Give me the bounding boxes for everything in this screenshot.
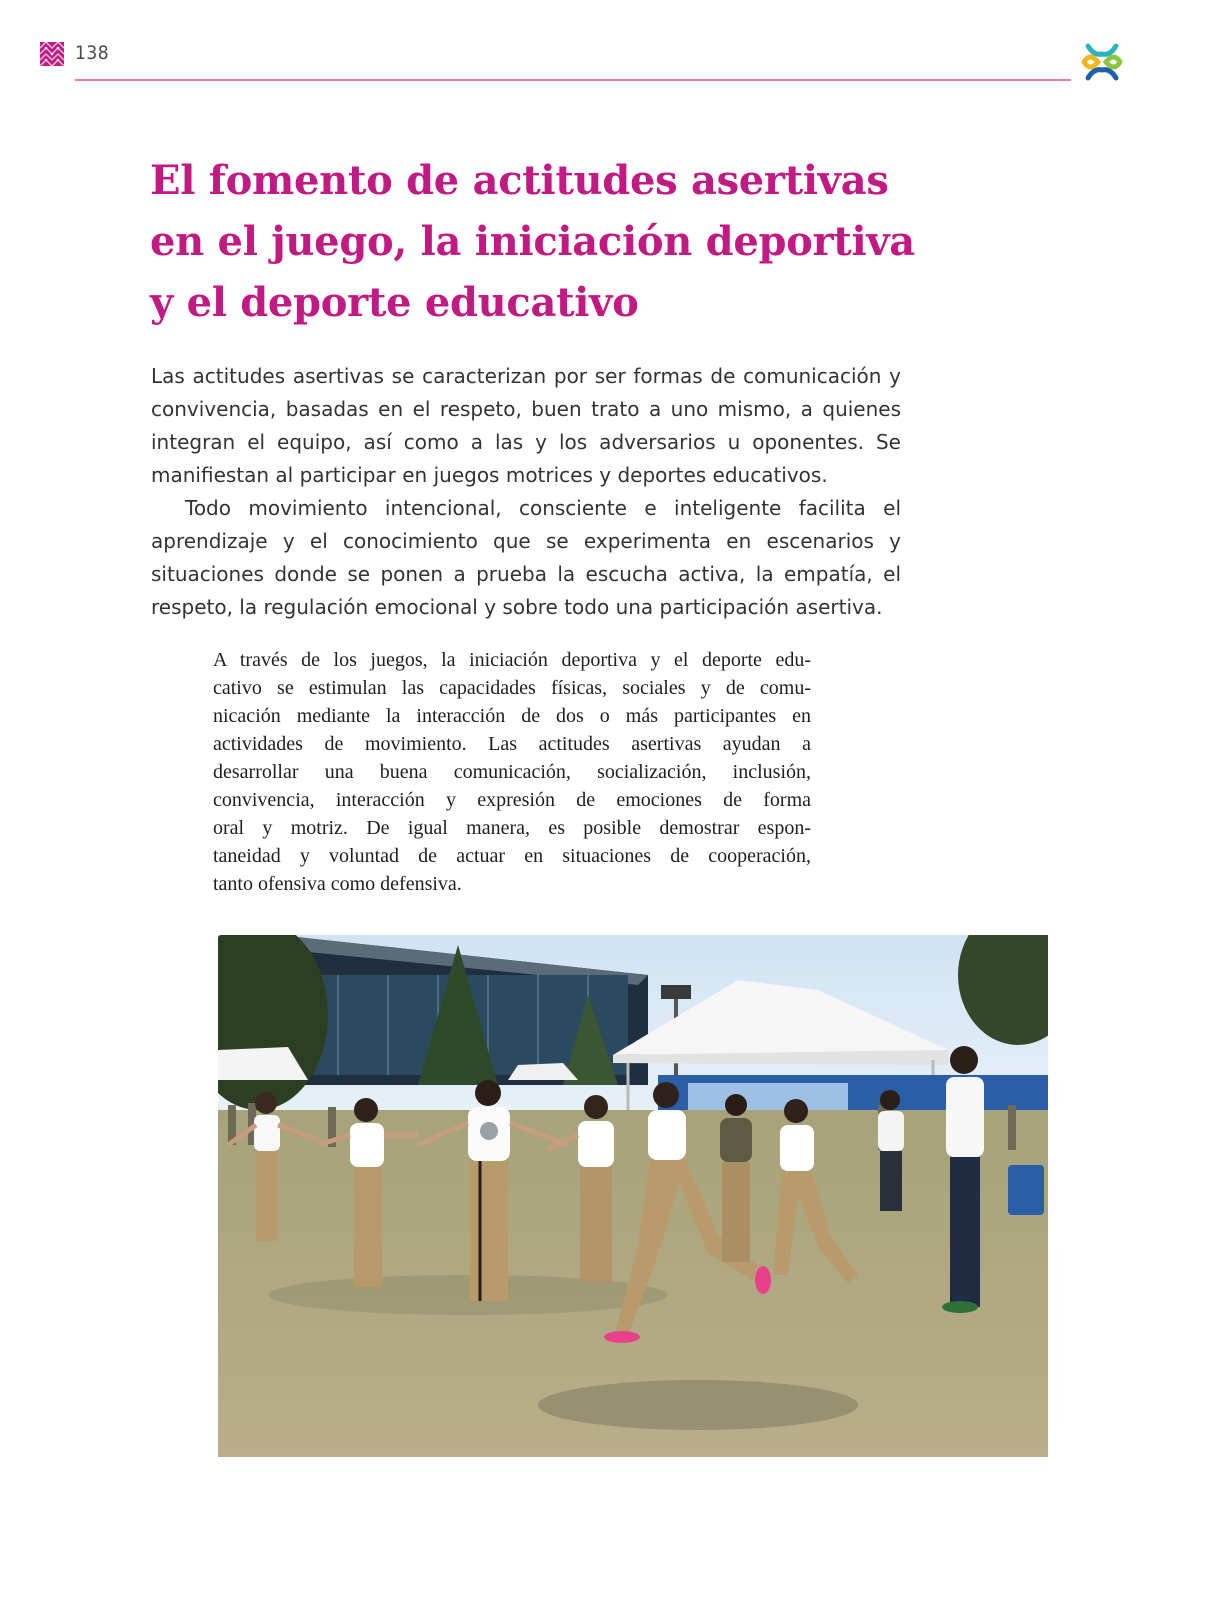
callout-line: actividades de movimiento. Las actitudes asertivas ayudan a: [213, 733, 811, 755]
page-number: 138: [75, 42, 110, 64]
body-paragraph: Las actitudes asertivas se caracterizan por ser formas de comunicación y convivencia, basadas en el respeto, buen trato a uno mismo, a quienes integran el equipo, así como a las y los adversarios u oponentes. Se manifiestan al participar en juegos motrices y deportes educativos.: [151, 364, 901, 487]
students-playing-photo: [218, 935, 1048, 1457]
callout-line: convivencia, interacción y expresión de emociones de forma: [213, 789, 811, 811]
title-line: El fomento de actitudes asertivas: [150, 157, 889, 204]
callout-line: nicación mediante la interacción de dos o más participantes en: [213, 705, 811, 727]
callout-line: A través de los juegos, la iniciación deportiva y el deporte edu-: [213, 649, 811, 671]
callout-line: tanto ofensiva como defensiva.: [213, 873, 462, 895]
callout-text: [213, 646, 811, 898]
callout-line: taneidad y voluntad de actuar en situaciones de cooperación,: [213, 845, 811, 867]
title-line: y el deporte educativo: [150, 279, 639, 326]
brand-logo-icon: [1078, 38, 1126, 86]
callout-line: oral y motriz. De igual manera, es posible demostrar espon-: [213, 817, 811, 839]
title-line: en el juego, la iniciación deportiva: [150, 218, 915, 265]
body-text: [151, 360, 901, 624]
page-title: [150, 150, 950, 333]
body-paragraph: Todo movimiento intencional, consciente e inteligente facilita el aprendizaje y el conocimiento que se experimenta en escenarios y situaciones donde se ponen a prueba la escucha activa, la empatía, el respeto, la regulación emocional y sobre todo una participación asertiva.: [151, 496, 901, 619]
callout-line: desarrollar una buena comunicación, socialización, inclusión,: [213, 761, 811, 783]
pattern-ornament-icon: [40, 42, 64, 66]
callout-line: cativo se estimulan las capacidades físicas, sociales y de comu-: [213, 677, 811, 699]
header-divider: [75, 79, 1071, 81]
